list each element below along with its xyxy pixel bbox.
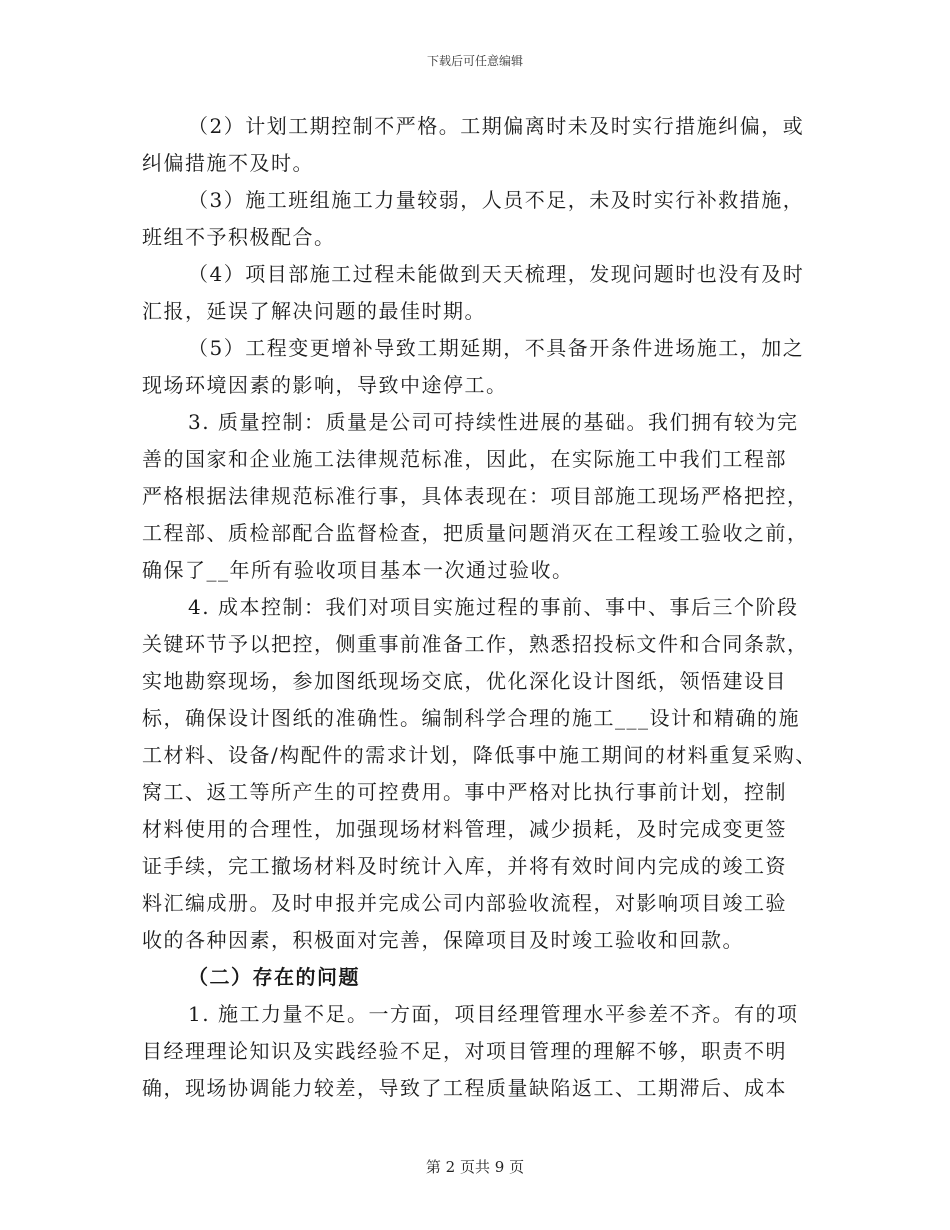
paragraph-line: （4）项目部施工过程未能做到天天梳理，发现问题时也没有及时: [188, 262, 805, 286]
paragraph-line: 材料使用的合理性，加强现场材料管理，减少损耗，及时完成变更签: [142, 817, 787, 841]
paragraph-line: 确保了__年所有验收项目基本一次通过验收。: [142, 558, 574, 582]
paragraph-line: 3. 质量控制：质量是公司可持续性进展的基础。我们拥有较为完: [188, 410, 799, 434]
paragraph-line: 现场环境因素的影响，导致中途停工。: [142, 373, 508, 397]
paragraph-line: 班组不予积极配合。: [142, 225, 336, 249]
page-footer: 第 2 页共 9 页: [425, 1158, 525, 1176]
paragraph-line: 实地勘察现场，参加图纸现场交底，优化深化设计图纸，领悟建设目: [142, 669, 787, 693]
paragraph-line: 目经理理论知识及实践经验不足，对项目管理的理解不够，职责不明: [142, 1039, 787, 1063]
paragraph-line: 工程部、质检部配合监督检查，把质量问题消灭在工程竣工验收之前，: [142, 521, 809, 545]
paragraph-line: 工材料、设备/构配件的需求计划，降低事中施工期间的材料重复采购、: [142, 743, 817, 767]
paragraph-line: 4. 成本控制：我们对项目实施过程的事前、事中、事后三个阶段: [188, 595, 799, 619]
paragraph-line: 窝工、返工等所产生的可控费用。事中严格对比执行事前计划，控制: [142, 780, 787, 804]
paragraph-line: （5）工程变更增补导致工期延期，不具备开条件进场施工，加之: [188, 336, 805, 360]
page-header: 下载后可任意编辑: [426, 54, 523, 68]
paragraph-line: 纠偏措施不及时。: [142, 151, 314, 175]
paragraph-line: 标，确保设计图纸的准确性。编制科学合理的施工___设计和精确的施: [142, 706, 800, 730]
paragraph-line: 料汇编成册。及时申报并完成公司内部验收流程，对影响项目竣工验: [142, 891, 787, 915]
paragraph-line: （2）计划工期控制不严格。工期偏离时未及时实行措施纠偏，或: [188, 114, 805, 138]
document-body: [142, 108, 817, 1107]
section-heading: （二）存在的问题: [188, 965, 360, 989]
paragraph-line: 1. 施工力量不足。一方面，项目经理管理水平参差不齐。有的项: [188, 1002, 799, 1026]
paragraph-line: （3）施工班组施工力量较弱，人员不足，未及时实行补救措施，: [188, 188, 805, 212]
paragraph-line: 关键环节予以把控，侧重事前准备工作，熟悉招投标文件和合同条款，: [142, 632, 809, 656]
paragraph-line: 收的各种因素，积极面对完善，保障项目及时竣工验收和回款。: [142, 928, 744, 952]
paragraph-line: 严格根据法律规范标准行事，具体表现在：项目部施工现场严格把控，: [142, 484, 809, 508]
paragraph-line: 证手续，完工撤场材料及时统计入库，并将有效时间内完成的竣工资: [142, 854, 787, 878]
paragraph-line: 汇报，延误了解决问题的最佳时期。: [142, 299, 486, 323]
paragraph-line: 确，现场协调能力较差，导致了工程质量缺陷返工、工期滞后、成本: [142, 1076, 787, 1100]
paragraph-line: 善的国家和企业施工法律规范标准，因此，在实际施工中我们工程部: [142, 447, 787, 471]
